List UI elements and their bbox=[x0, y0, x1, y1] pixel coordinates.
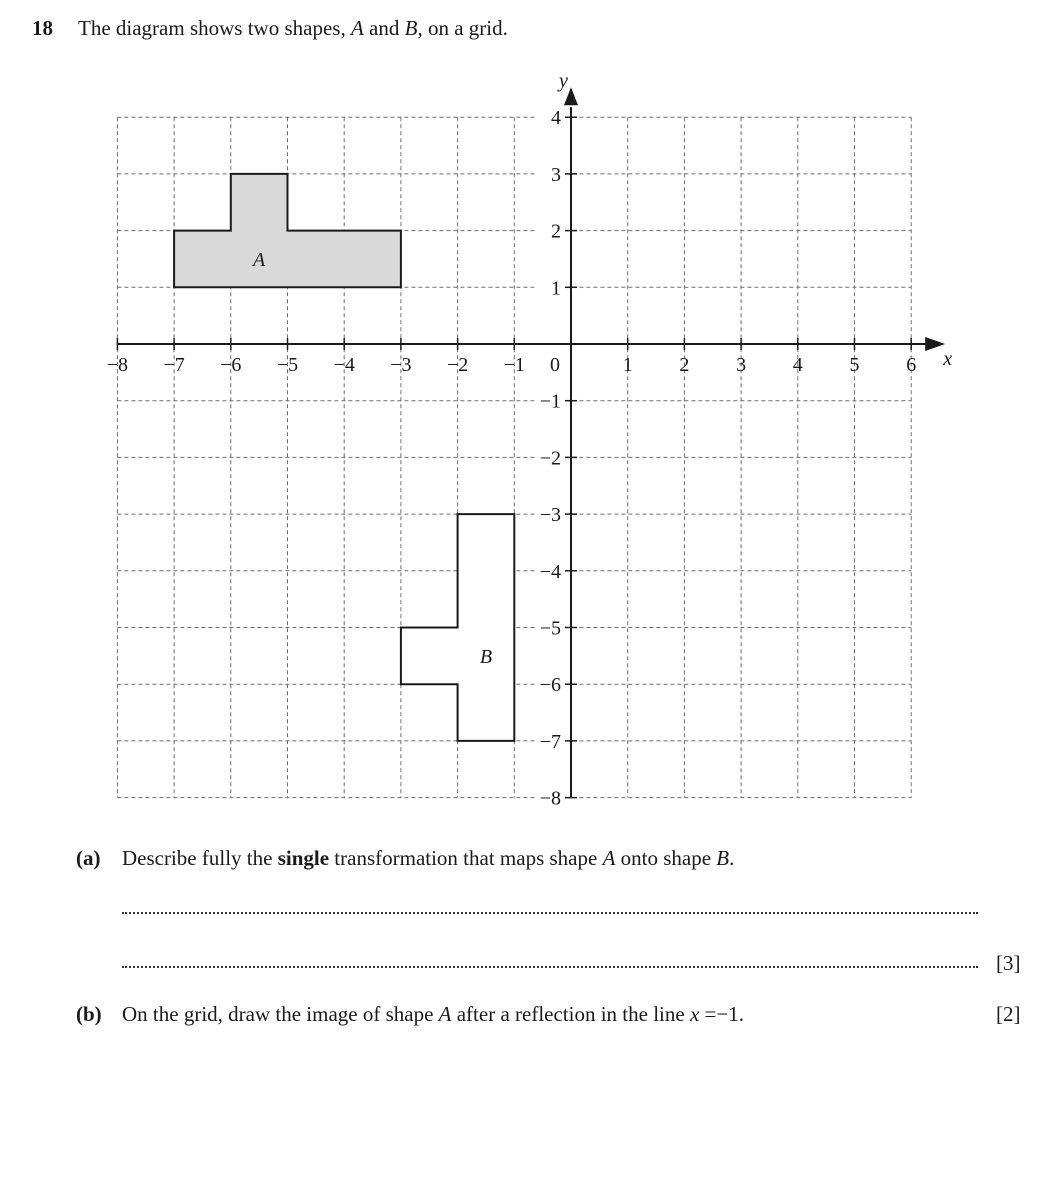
part-b-marks: [2] bbox=[996, 1002, 1021, 1026]
shape-a-label: A bbox=[253, 248, 266, 271]
x-tick-label: 4 bbox=[792, 354, 803, 376]
y-tick-label: 3 bbox=[551, 163, 561, 186]
x-tick-label: 1 bbox=[622, 354, 633, 376]
y-tick-label: 2 bbox=[551, 220, 561, 243]
answer-line-2[interactable] bbox=[122, 966, 978, 968]
question-intro: The diagram shows two shapes, A and B, on a grid. bbox=[78, 16, 508, 40]
y-tick-label: −1 bbox=[539, 390, 561, 413]
x-tick-label: 2 bbox=[679, 354, 690, 376]
x-tick-label: 5 bbox=[849, 354, 860, 376]
shape-b bbox=[401, 514, 514, 741]
shape-b-label: B bbox=[479, 645, 493, 668]
y-tick-label: −4 bbox=[539, 560, 561, 583]
y-tick-label: −7 bbox=[539, 730, 561, 753]
x-axis-arrow bbox=[925, 337, 945, 351]
question-number: 18 bbox=[32, 16, 53, 40]
part-a-label: (a) bbox=[76, 846, 101, 870]
x-tick-label: −8 bbox=[106, 354, 129, 376]
part-a-marks: [3] bbox=[996, 951, 1021, 975]
y-tick-label: −5 bbox=[539, 617, 561, 640]
shape-a bbox=[174, 174, 401, 287]
part-b-label: (b) bbox=[76, 1002, 102, 1026]
y-axis-label: y bbox=[559, 70, 568, 93]
y-tick-label: −6 bbox=[539, 674, 561, 697]
x-axis-label: x bbox=[943, 348, 953, 370]
x-tick-label: 6 bbox=[906, 354, 917, 376]
y-tick-label: −8 bbox=[539, 787, 561, 810]
x-tick-label: 3 bbox=[736, 354, 747, 376]
y-tick-label: −2 bbox=[539, 447, 561, 470]
x-tick-label: −5 bbox=[276, 354, 299, 376]
x-tick-label: −3 bbox=[390, 354, 412, 376]
y-tick-label: 4 bbox=[551, 107, 561, 130]
x-tick-label: −2 bbox=[446, 354, 469, 376]
x-tick-label: −4 bbox=[333, 354, 355, 376]
part-a-text: Describe fully the single transformation that maps shape A onto shape B. bbox=[122, 846, 735, 870]
origin-label: 0 bbox=[550, 354, 560, 376]
x-tick-label: −7 bbox=[163, 354, 185, 376]
x-tick-label: −6 bbox=[220, 354, 242, 376]
y-tick-label: −3 bbox=[539, 504, 561, 527]
x-tick-label: −1 bbox=[503, 354, 525, 376]
part-b-text: On the grid, draw the image of shape A after a reflection in the line x =−1. bbox=[122, 1002, 744, 1026]
answer-line-1[interactable] bbox=[122, 912, 978, 914]
y-tick-label: 1 bbox=[551, 277, 561, 300]
